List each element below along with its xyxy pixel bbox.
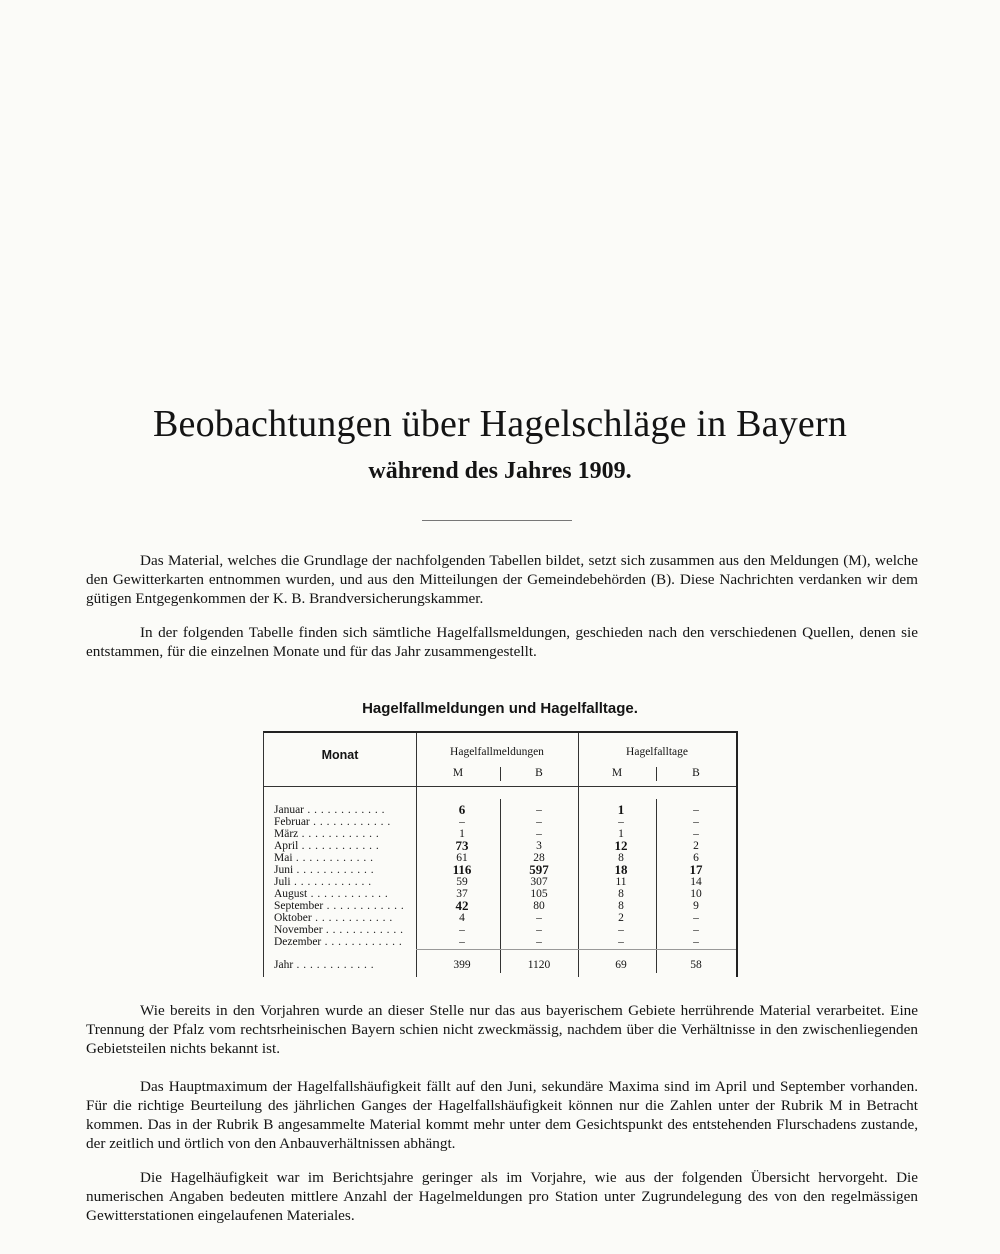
- table-row: [264, 936, 736, 948]
- month-label: Jahr . . .: [274, 959, 414, 971]
- cell-m2: 2: [618, 912, 624, 924]
- column-header-b1: B: [535, 767, 543, 779]
- cell-b1: 3: [536, 840, 542, 852]
- table-row: [264, 864, 736, 876]
- month-label: Dezember . . .: [274, 936, 414, 948]
- cell-m2: –: [618, 924, 624, 936]
- cell-b1: –: [536, 816, 542, 828]
- cell-m2: 18: [614, 862, 628, 877]
- cell-b2: 58: [690, 959, 702, 971]
- cell-m1: 59: [456, 876, 468, 888]
- cell-b2: 6: [693, 852, 699, 864]
- table-row: [264, 804, 736, 816]
- cell-m2: 8: [618, 900, 624, 912]
- header-rule: [264, 786, 736, 787]
- cell-b2: 9: [693, 900, 699, 912]
- cell-b2: 10: [690, 888, 702, 900]
- table-title: Hagelfallmeldungen und Hagelfalltage.: [362, 700, 638, 717]
- cell-m2: 11: [615, 876, 627, 888]
- cell-m1: 61: [456, 852, 468, 864]
- cell-m1: –: [459, 816, 465, 828]
- cell-b2: –: [693, 828, 699, 840]
- column-header-m1: M: [452, 767, 464, 779]
- cell-b1: –: [536, 912, 542, 924]
- table-row: [264, 828, 736, 840]
- column-header-m2: M: [611, 767, 623, 779]
- cell-b2: 14: [690, 876, 702, 888]
- column-header-b2: B: [692, 767, 700, 779]
- cell-b2: 2: [693, 840, 699, 852]
- cell-b2: –: [693, 924, 699, 936]
- title-divider: [422, 520, 572, 521]
- cell-b1: –: [536, 804, 542, 816]
- cell-m2: 1: [617, 802, 625, 817]
- cell-m1: 42: [455, 898, 469, 913]
- paragraph-table-intro: In der folgenden Tabelle finden sich sämtliche Hagelfallsmeldungen, geschieden nach den verschiedenen Quellen, denen sie entstammen, für die einzelnen Monate und für das Jahr zusammengestellt.: [86, 624, 918, 660]
- table-row: [264, 840, 736, 852]
- month-label: April . . .: [274, 840, 414, 852]
- cell-b1: –: [536, 828, 542, 840]
- month-label: August . . .: [274, 888, 414, 900]
- cell-m2: 8: [618, 888, 624, 900]
- cell-b1: 1120: [527, 959, 551, 971]
- month-label: Mai . . .: [274, 852, 414, 864]
- cell-m2: 69: [615, 959, 627, 971]
- table-row: [264, 888, 736, 900]
- paragraph-frequency: Die Hagelhäufigkeit war im Berichtsjahre geringer als im Vorjahre, wie aus der folgenden Übersicht hervorgeht. Die numerischen Angaben bedeuten mittlere Anzahl der Hagelmeldungen pro Station unter Zugrundelegung des von den regelmässigen Gewitterstationen eingelaufenen Materiales.: [86, 1169, 918, 1224]
- month-label: Juli . . .: [274, 876, 414, 888]
- month-label: Februar . . .: [274, 816, 414, 828]
- cell-b1: 80: [533, 900, 545, 912]
- cell-m1: 6: [458, 802, 466, 817]
- cell-b2: –: [693, 804, 699, 816]
- cell-b1: –: [536, 936, 542, 948]
- table-row: [264, 876, 736, 888]
- month-label: Januar . . .: [274, 804, 414, 816]
- month-label: Juni . . .: [274, 864, 414, 876]
- cell-m1: 73: [455, 838, 469, 853]
- total-rule: [416, 949, 736, 950]
- table-row: [264, 900, 736, 912]
- cell-m1: 399: [453, 959, 471, 971]
- cell-m1: 37: [456, 888, 468, 900]
- cell-m2: –: [618, 816, 624, 828]
- month-label: September . . .: [274, 900, 414, 912]
- column-group-meldungen: Hagelfallmeldungen: [450, 746, 544, 758]
- column-group-tage: Hagelfalltage: [626, 746, 688, 758]
- cell-b1: 28: [533, 852, 545, 864]
- table-row: [264, 852, 736, 864]
- hail-table: [263, 731, 738, 977]
- paragraph-region: Wie bereits in den Vorjahren wurde an dieser Stelle nur das aus bayerischem Gebiete herrührende Material verarbeitet. Eine Trennung der Pfalz vom rechtsrheinischen Bayern schien nicht zweckmässig, nachdem über die Verhältnisse in den zwischenliegenden Gebietsteilen nichts bekannt ist.: [86, 1002, 918, 1057]
- cell-b2: 17: [689, 862, 703, 877]
- table-row: [264, 816, 736, 828]
- month-label: November . . .: [274, 924, 414, 936]
- cell-b1: 105: [530, 888, 548, 900]
- paragraph-maximum: Das Hauptmaximum der Hagelfallshäufigkeit fällt auf den Juni, sekundäre Maxima sind im April und September vorhanden. Für die richtige Beurteilung des jährlichen Ganges der Hagelfallshäufigkeit können nur die Zahlen unter der Rubrik M in Betracht kommen. Das in der Rubrik B angesammelte Material kommt mehr unter dem Gesichtspunkt des entstehenden Flurschadens zustande, der zeitlich und örtlich von den Anbauverhältnissen abhängt.: [86, 1078, 918, 1152]
- table-row: [264, 924, 736, 936]
- cell-b2: –: [693, 816, 699, 828]
- table-total-row: [264, 959, 736, 971]
- cell-b1: 307: [530, 876, 548, 888]
- table-row: [264, 912, 736, 924]
- cell-b2: –: [693, 912, 699, 924]
- cell-m2: 12: [614, 838, 628, 853]
- column-header-monat: Monat: [321, 748, 359, 762]
- cell-m1: –: [459, 936, 465, 948]
- cell-b1: 597: [529, 862, 549, 877]
- cell-m2: 8: [618, 852, 624, 864]
- page-title: Beobachtungen über Hagelschläge in Bayern: [152, 403, 848, 445]
- month-label: März . . .: [274, 828, 414, 840]
- cell-m1: 1: [459, 828, 465, 840]
- cell-m1: –: [459, 924, 465, 936]
- month-label: Oktober . . .: [274, 912, 414, 924]
- cell-m1: 4: [459, 912, 465, 924]
- cell-b1: –: [536, 924, 542, 936]
- cell-m2: 1: [618, 828, 624, 840]
- cell-m2: –: [618, 936, 624, 948]
- cell-m1: 116: [452, 862, 472, 877]
- page-subtitle: während des Jahres 1909.: [368, 458, 632, 484]
- cell-b2: –: [693, 936, 699, 948]
- paragraph-material: Das Material, welches die Grundlage der nachfolgenden Tabellen bildet, setzt sich zusammen aus den Meldungen (M), welche den Gewitterkarten entnommen wurden, und aus den Mitteilungen der Gemeindebehörden (B). Diese Nachrichten verdanken wir dem gütigen Entgegenkommen der K. B. Brandversicherungskammer.: [86, 552, 918, 607]
